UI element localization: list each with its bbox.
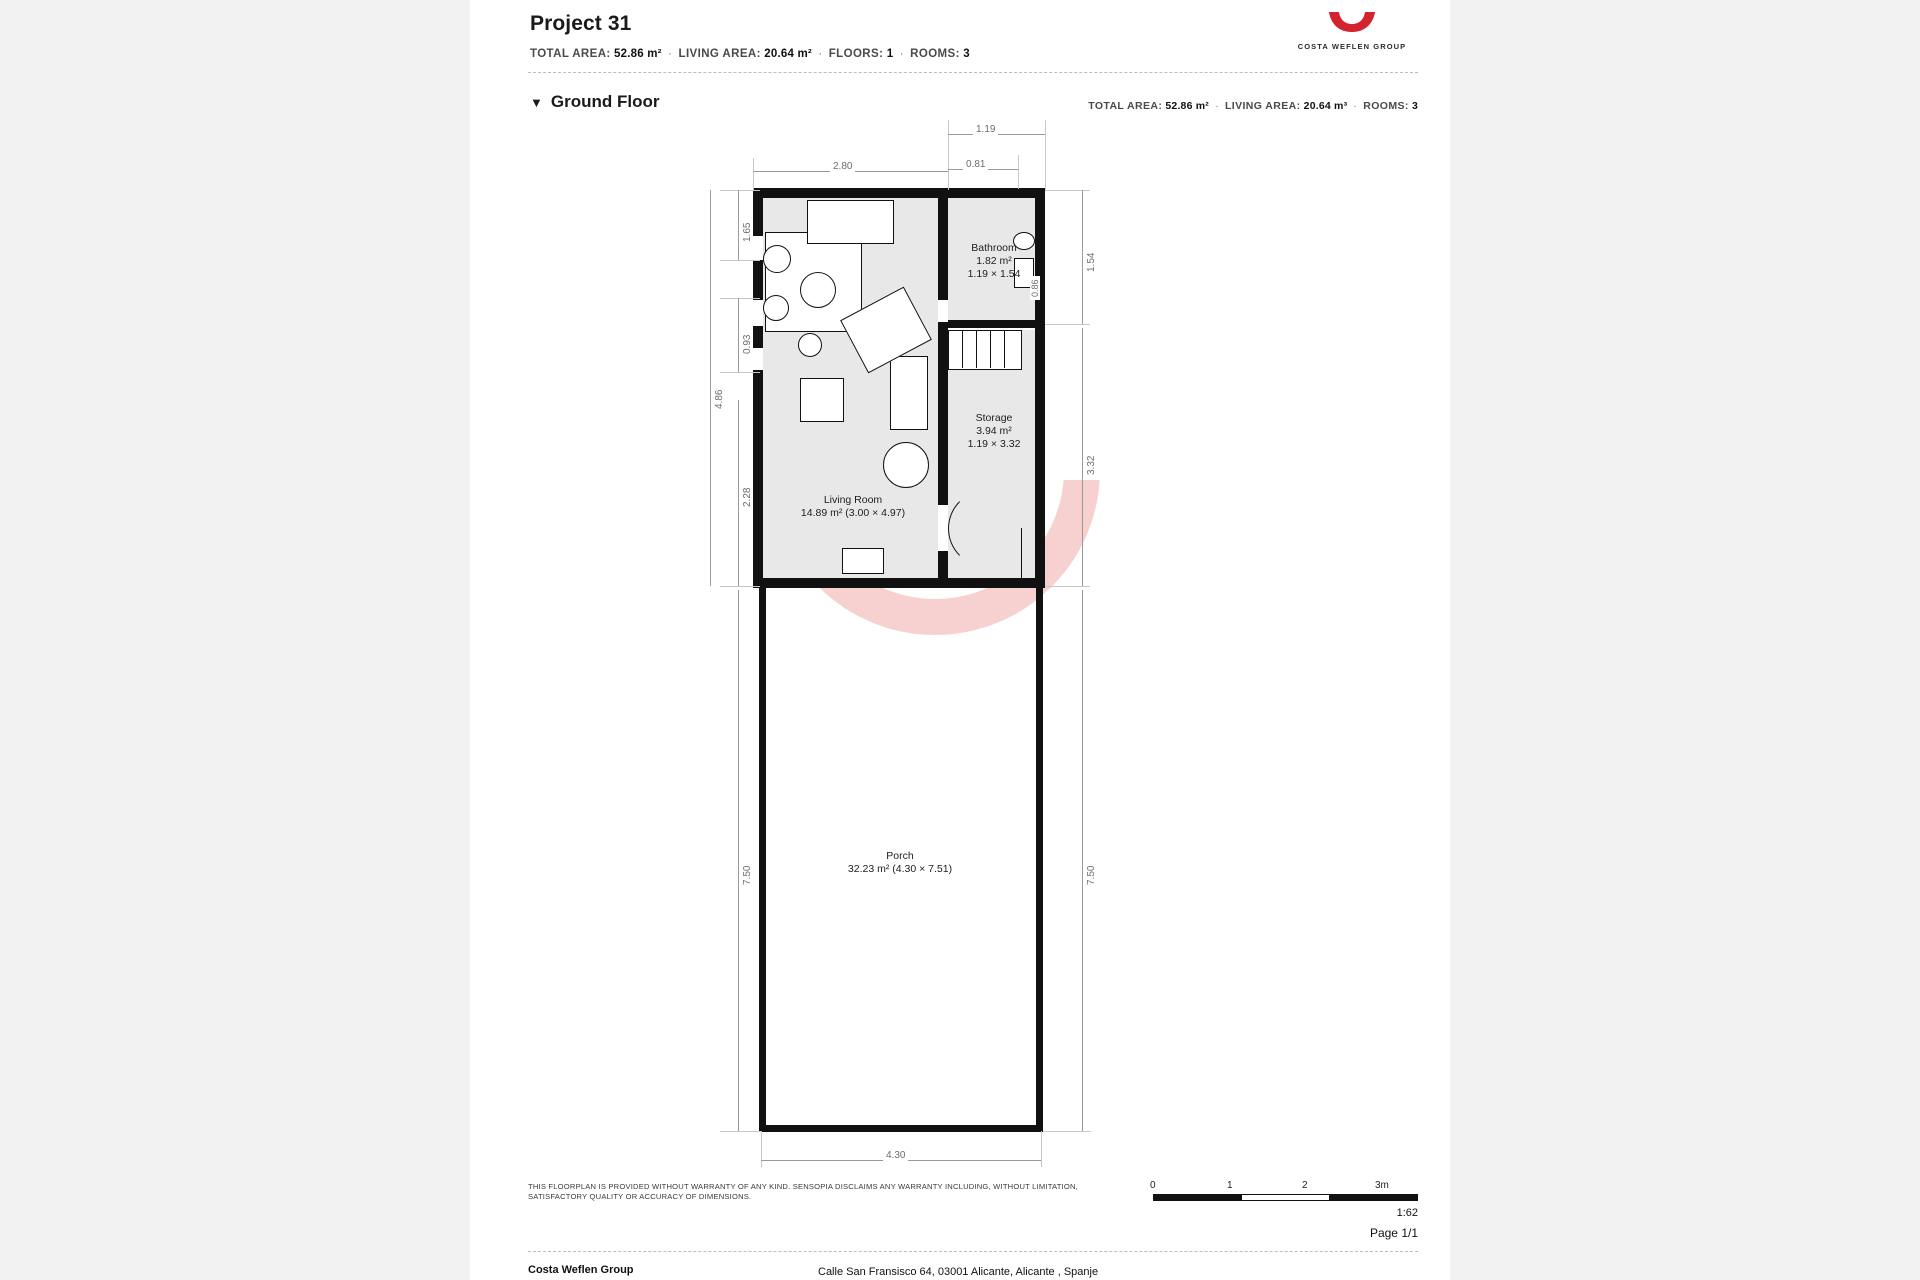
stat-separator: · [668,48,673,60]
dim-line-left-486 [710,190,711,586]
ext-line [720,1131,762,1132]
wall-bottom-porch [759,1125,1043,1132]
floor-title: Ground Floor [550,92,660,111]
stat-separator: · [818,48,823,60]
dim-line-right-750 [1082,590,1083,1131]
ext-line [1018,155,1019,189]
door-arc-storage [948,490,1025,567]
ext-line [1041,1131,1042,1167]
ext-line [761,1131,762,1167]
table-icon [800,378,844,422]
window-opening-left-3 [753,348,763,370]
room-label-storage [948,412,1040,451]
scale-tick: 2 [1302,1180,1308,1191]
ext-line [720,190,760,191]
dim-line-left-750 [738,590,739,1131]
stat-separator: · [1215,100,1219,112]
footer-address: Calle San Fransisco 64, 03001 Alicante, Alicante , Spanje [818,1266,1099,1278]
page-indicator: Page 1/1 [1369,1226,1418,1240]
dim-line-left-165 [738,190,739,260]
ext-line [948,120,949,190]
counter-top-icon [807,200,894,244]
window-opening-left [753,236,763,260]
floor-total-area-label: TOTAL AREA: [1088,100,1163,112]
scale-tick: 1 [1227,1180,1233,1191]
ext-line [720,586,760,587]
sink-icon [763,245,791,273]
stair-tread [962,330,963,368]
floor-living-area-label: LIVING AREA: [1224,100,1301,112]
floor-total-area-value: 52.86 m² [1165,100,1209,112]
scale-tick: 3m [1375,1180,1389,1191]
chair-icon-2 [798,333,822,357]
floor-rooms-label: ROOMS: [1363,100,1409,112]
room-name: Porch [886,850,914,862]
total-area-label: TOTAL AREA: [530,48,611,60]
scale-ticks [1150,1180,1418,1194]
wall-top-upper [753,188,1045,198]
page-title: Project 31 [530,12,632,35]
stair-tread [990,330,991,368]
ext-line [753,158,754,190]
dim-left-228: 2.28 [742,485,753,510]
wall-left-porch [759,586,766,1132]
room-name: Bathroom [971,242,1017,254]
footer-divider [528,1251,1418,1252]
wall-right-porch [1036,586,1043,1132]
dim-right-154: 1.54 [1086,250,1097,275]
cabinet-icon [842,548,884,574]
floor-rooms-value: 3 [1411,100,1418,112]
ext-line [1045,190,1090,191]
dim-top-280: 2.80 [830,161,855,172]
rooms-value: 3 [963,48,970,60]
door-leaf-storage [1021,528,1022,578]
dim-left-750: 7.50 [742,863,753,888]
door-opening-living [938,300,948,322]
room-area: 32.23 m² (4.30 × 7.51) [847,863,953,875]
living-area-label: LIVING AREA: [678,48,761,60]
scale-bar-graphic [1153,1194,1418,1201]
armchair-icon [883,442,929,488]
scale-bar [1150,1180,1418,1194]
floor-living-area-value: 20.64 m³ [1303,100,1348,112]
logo-text: COSTA WEFLEN GROUP [1297,42,1407,51]
room-name: Living Room [823,494,883,506]
room-label-bathroom [948,242,1040,281]
ext-line [1043,1131,1091,1132]
chair-icon-1 [800,272,836,308]
dim-right-750: 7.50 [1086,863,1097,888]
ext-line [1045,324,1090,325]
stat-separator: · [899,48,904,60]
disclaimer-text: THIS FLOORPLAN IS PROVIDED WITHOUT WARRANTY OF ANY KIND. SENSOPIA DISCLAIMS ANY WARRANTY INCLUDING, WITHOUT LIMITATION, SATISFACTORY QUALITY OR ACCURACY OF DIMENSIONS. [528,1182,1078,1201]
floors-label: FLOORS: [828,48,884,60]
dim-left-093: 0.93 [742,332,753,357]
footer-company: Costa Weflen Group [528,1264,634,1276]
ext-line [720,260,760,261]
stair-tread [1004,330,1005,368]
dim-right-332: 3.32 [1086,453,1097,478]
dim-line-left-093 [738,298,739,372]
ext-line [720,298,760,299]
floors-value: 1 [886,48,894,60]
dim-left-486: 4.86 [714,387,725,412]
room-label-porch [770,850,1030,876]
stair-tread [976,330,977,368]
dim-top-119: 1.19 [973,124,998,135]
total-area-value: 52.86 m² [614,48,662,60]
dim-line-right-154 [1082,190,1083,324]
rooms-label: ROOMS: [910,48,960,60]
stove-burner-icon [763,295,789,321]
dim-top-081: 0.81 [963,159,988,170]
living-area-value: 20.64 m² [764,48,812,60]
dim-line-right-332 [1082,328,1083,586]
wall-bottom-upper [753,578,1045,588]
wall-partition-horizontal [938,320,1045,328]
ext-line [1045,120,1046,190]
scale-tick: 0 [1150,1180,1156,1191]
room-dims: 1.19 × 1.54 [967,268,1021,280]
stairs-icon [948,330,1022,370]
stat-separator: · [1353,100,1358,112]
dim-line-left-228 [738,400,739,586]
dim-bath-inner: 0.86 [1030,276,1040,300]
sofa-icon [890,356,928,430]
dim-bottom-430: 4.30 [883,1150,908,1161]
room-name: Storage [975,412,1013,424]
ext-line [720,372,760,373]
room-area: 1.82 m² [976,255,1012,267]
room-area: 14.89 m² (3.00 × 4.97) [800,507,906,519]
room-area: 3.94 m² [976,425,1012,437]
dim-left-165: 1.65 [742,220,753,245]
scale-ratio: 1:62 [1396,1207,1418,1219]
window-opening-left-2 [753,300,763,326]
document-sheet [470,0,1450,1280]
room-dims: 1.19 × 3.32 [967,438,1021,450]
room-label-living-room [760,494,946,520]
floorplan-drawing [470,0,1450,1280]
chevron-down-icon[interactable]: ▼ [530,94,543,110]
ext-line [1045,586,1090,587]
